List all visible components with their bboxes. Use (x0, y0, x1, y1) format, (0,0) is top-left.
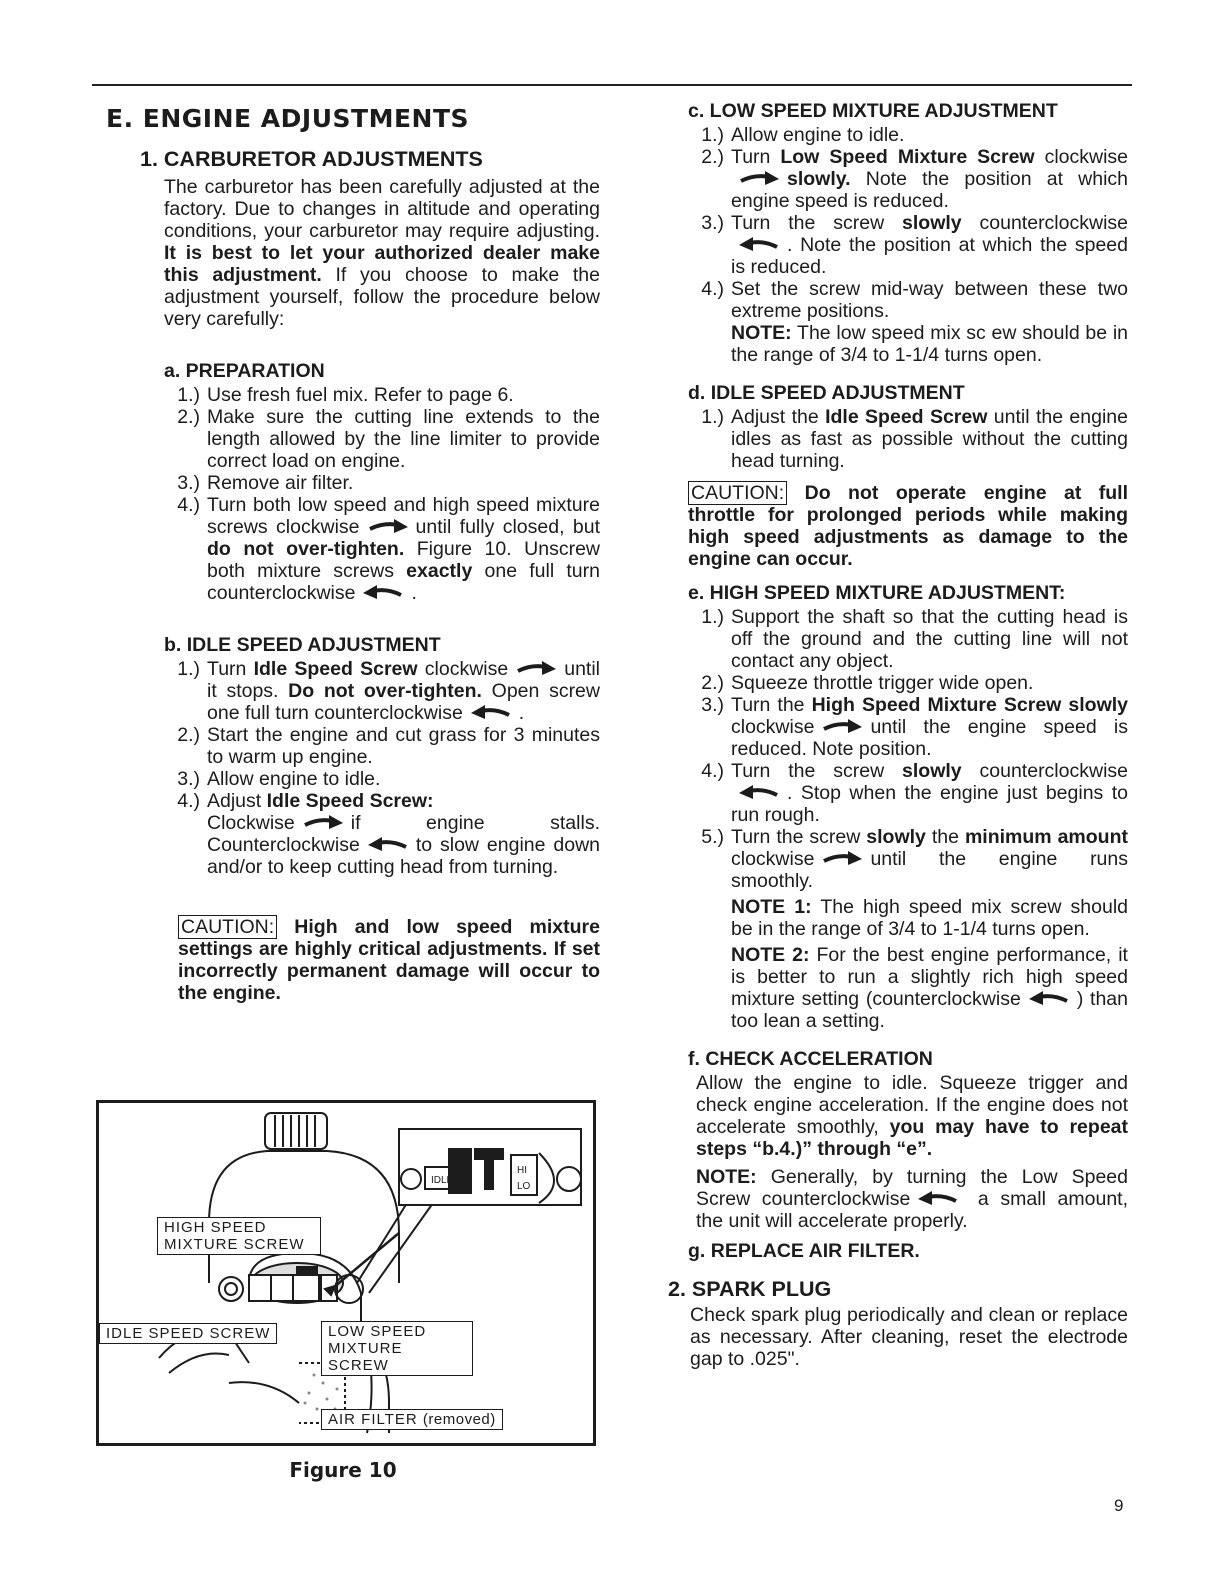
item-number: 2.) (177, 724, 200, 746)
list-item (688, 146, 1128, 212)
caution-label: CAUTION: (178, 915, 277, 939)
air-filter-note: (removed) (422, 1411, 496, 1428)
item-text (207, 658, 600, 724)
item-text: Support the shaft so that the cutting head is off the ground and the cutting line will not contact any object. (731, 606, 1128, 672)
arrow-counterclockwise-icon (469, 704, 513, 720)
acceleration-block (696, 1072, 1128, 1232)
intro-bold: It is best to let your authorized dealer make this adjustment. (164, 242, 600, 286)
text: the (925, 826, 965, 848)
detail-idle-label: IDLE (431, 1175, 454, 1186)
item-number: 5.) (701, 826, 724, 848)
text: . (411, 582, 417, 604)
text: Turn both low speed and high speed mixture screws clockwise (207, 494, 600, 538)
list-item (164, 790, 600, 878)
text: Note the position at which engine speed is reduced. (731, 168, 1128, 212)
item-number: 1.) (701, 124, 724, 146)
note-item (688, 944, 1128, 1032)
list-item (688, 606, 1128, 672)
bold-text: slowly. (787, 168, 851, 190)
preparation-heading: a. PREPARATION (164, 360, 325, 382)
list-item (164, 768, 600, 790)
text: Turn the (731, 694, 812, 716)
note-label: NOTE 2: (731, 944, 810, 966)
item-text (731, 212, 1128, 278)
caution-notice (688, 482, 1128, 570)
item-number: 4.) (701, 760, 724, 782)
text: until fully closed, but (415, 516, 600, 538)
arrow-clockwise-icon (514, 660, 558, 676)
list-item (688, 212, 1128, 278)
caution-label: CAUTION: (688, 481, 787, 505)
item-number: 2.) (177, 406, 200, 428)
text: Adjust the (731, 406, 826, 428)
item-text: Allow engine to idle. (207, 768, 381, 790)
text: ) than too lean a setting. (731, 988, 1128, 1032)
replace-filter-heading: g. REPLACE AIR FILTER. (688, 1240, 920, 1262)
idle-speed-screw-label: IDLE SPEED SCREW (99, 1323, 277, 1344)
bold-text: Do not over-tighten. (288, 680, 482, 702)
item-number: 1.) (177, 384, 200, 406)
text: until the engine runs smoothly. (731, 848, 1128, 892)
caution-text: Do not operate engine at full throttle for prolonged periods while making high speed adjustments as damage to the engine can occur. (688, 482, 1129, 570)
text: until the engine idles as fast as possible without the cutting head turning. (731, 406, 1128, 472)
item-text: Start the engine and cut grass for 3 minutes to warm up engine. (207, 724, 600, 768)
arrow-counterclockwise-icon (366, 836, 410, 852)
text: The high speed mix screw should be in the range of 3/4 to 1-1/4 turns open. (731, 896, 1128, 940)
caution-text: High and low speed mixture settings are highly critical adjustments. If set incorrectly permanent damage will occur to the engine. (178, 916, 600, 1004)
text: Set the screw mid-way between these two extreme positions. (731, 278, 1128, 322)
text: Figure 10. Unscrew both mixture screws (207, 538, 601, 582)
text: Turn (731, 146, 781, 168)
list-item (688, 760, 1128, 826)
item-number: 3.) (701, 694, 724, 716)
item-text (731, 694, 1128, 760)
carburetor-intro (164, 176, 600, 330)
text: clockwise (731, 848, 815, 870)
list-item (688, 694, 1128, 760)
text: counterclockwise (961, 760, 1128, 782)
item-text: Make sure the cutting line extends to the length allowed by the line limiter to provide correct load on engine. (207, 406, 600, 472)
acceleration-heading: f. CHECK ACCELERATION (688, 1048, 933, 1070)
bold-text: do not over-tighten. (207, 538, 405, 560)
bold-text: minimum amount (964, 826, 1129, 848)
bold-text: Idle Speed Screw (825, 406, 988, 428)
item-number: 4.) (177, 790, 200, 812)
list-item (164, 384, 600, 406)
bold-text: slowly (902, 212, 962, 234)
left-column (100, 104, 601, 1004)
section-title: E. ENGINE ADJUSTMENTS (106, 104, 470, 133)
low-speed-heading: c. LOW SPEED MIXTURE ADJUSTMENT (688, 100, 1058, 122)
note-label: NOTE: (696, 1166, 757, 1188)
list-item (164, 494, 600, 604)
item-text (731, 146, 1128, 212)
item-text: Use fresh fuel mix. Refer to page 6. (207, 384, 514, 406)
item-number: 4.) (177, 494, 200, 516)
item-text (207, 790, 600, 878)
text: until the engine speed is reduced. Note position. (731, 716, 1128, 760)
list-item (164, 472, 600, 494)
item-number: 3.) (701, 212, 724, 234)
note-label: NOTE 1: (731, 896, 812, 918)
text: a small amount, the unit will accelerate properly. (696, 1188, 1129, 1232)
bold-text: exactly (406, 560, 473, 582)
text: clockwise (731, 716, 815, 738)
text: . Note the position at which the speed is reduced. (731, 234, 1128, 278)
arrow-clockwise-icon (737, 170, 781, 186)
text: until it stops. (207, 658, 600, 702)
text: Turn the screw (731, 760, 903, 782)
detail-lo-label: LO (517, 1181, 531, 1192)
bold-text: High Speed Mixture Screw slowly (811, 694, 1128, 716)
bold-text: Idle Speed Screw (253, 658, 418, 680)
air-filter-text: AIR FILTER (328, 1411, 418, 1428)
high-speed-screw-label: HIGH SPEED MIXTURE SCREW (157, 1217, 321, 1255)
page-number: 9 (1114, 1496, 1124, 1515)
note-1 (731, 896, 1128, 940)
acceleration-text (696, 1072, 1128, 1160)
note-item (688, 896, 1128, 940)
item-number: 1.) (701, 606, 724, 628)
note-label: NOTE: (731, 322, 792, 344)
item-text: Remove air filter. (207, 472, 354, 494)
text: to slow engine down and/or to keep cutting head from turning. (207, 834, 600, 878)
text: . (518, 702, 525, 724)
low-speed-screw-label: LOW SPEED MIXTURE SCREW (321, 1321, 473, 1376)
item-number: 1.) (177, 658, 200, 680)
arrow-counterclockwise-icon (361, 584, 405, 600)
figure-10 (96, 1100, 596, 1446)
note-2 (731, 944, 1128, 1032)
list-item (164, 724, 600, 768)
item-text (207, 494, 600, 604)
list-item (688, 406, 1128, 472)
text: Clockwise (207, 812, 295, 834)
spark-plug-heading: 2. SPARK PLUG (668, 1277, 832, 1301)
text: clockwise (417, 658, 509, 680)
text: clockwise (1034, 146, 1129, 168)
arrow-counterclockwise-icon (1027, 990, 1071, 1006)
arrow-clockwise-icon (820, 718, 864, 734)
arrow-clockwise-icon (820, 850, 864, 866)
list-item (164, 406, 600, 472)
text: For the best engine performance, it is better to run a slightly rich high speed mixture setting (counterclockwise (731, 944, 1128, 1010)
indent (688, 944, 731, 1032)
list-item (688, 672, 1128, 694)
carburetor-heading: 1. CARBURETOR ADJUSTMENTS (140, 147, 483, 171)
intro-text: The carburetor has been carefully adjusted at the factory. Due to changes in altitude and operating conditions, your carburetor may require adjusting. (164, 176, 600, 242)
text: Turn the screw (731, 826, 867, 848)
text: if engine stalls. Counterclockwise (207, 812, 600, 856)
text: Turn (207, 658, 254, 680)
item-text: Allow engine to idle. (731, 124, 905, 146)
text: Generally, by turning the Low Speed Screw counterclockwise (696, 1166, 1128, 1210)
item-number: 3.) (177, 768, 200, 790)
carburetor-illustration (99, 1103, 593, 1443)
spark-plug-text: Check spark plug periodically and clean or replace as necessary. After cleaning, reset the electrode gap to .025". (690, 1304, 1128, 1370)
caution-notice (178, 916, 600, 1004)
idle-speed-heading: d. IDLE SPEED ADJUSTMENT (688, 382, 965, 404)
high-speed-heading: e. HIGH SPEED MIXTURE ADJUSTMENT: (688, 582, 1066, 604)
text: Allow the engine to idle. Squeeze trigger and check engine acceleration. If the engine does not accelerate smoothly, (696, 1072, 1128, 1138)
bold-text: you may have to repeat steps “b.4.)” through “e”. (696, 1116, 1128, 1160)
text: Open screw one full turn counterclockwise (207, 680, 600, 724)
arrow-clockwise-icon (366, 518, 410, 534)
list-item (688, 278, 1128, 366)
arrow-counterclockwise-icon (737, 784, 781, 800)
list-item (688, 124, 1128, 146)
idle-adjust-heading: b. IDLE SPEED ADJUSTMENT (164, 634, 441, 656)
item-text (731, 406, 1128, 472)
carburetor-block (164, 176, 600, 1004)
text: one full turn counterclockwise (207, 560, 600, 604)
list-item (164, 658, 600, 724)
item-number: 2.) (701, 672, 724, 694)
text: counterclockwise (961, 212, 1128, 234)
detail-hi-label: HI (517, 1165, 527, 1176)
arrow-counterclockwise-icon (737, 236, 781, 252)
text: . Stop when the engine just begins to run rough. (731, 782, 1128, 826)
arrow-counterclockwise-icon (916, 1190, 960, 1206)
right-column (668, 100, 1128, 1370)
text: Turn the screw (731, 212, 903, 234)
text: Adjust (207, 790, 267, 812)
item-text (731, 760, 1128, 826)
item-text (731, 826, 1128, 892)
bold-text: Idle Speed Screw: (266, 790, 434, 812)
bold-text: slowly (866, 826, 926, 848)
arrow-clockwise-icon (301, 814, 345, 830)
air-filter-label (321, 1409, 503, 1430)
item-number: 3.) (177, 472, 200, 494)
item-text: Squeeze throttle trigger wide open. (731, 672, 1034, 694)
item-number: 2.) (701, 146, 724, 168)
text: The low speed mix sc ew should be in the range of 3/4 to 1-1/4 turns open. (731, 322, 1128, 366)
bold-text: Low Speed Mixture Screw (780, 146, 1035, 168)
figure-caption: Figure 10 (289, 1458, 397, 1482)
acceleration-note (696, 1166, 1128, 1232)
right-subsections (688, 100, 1128, 1262)
bold-text: slowly (902, 760, 962, 782)
top-rule (92, 84, 1132, 86)
indent (688, 896, 731, 940)
intro-end: If you choose to make the adjustment yourself, follow the procedure below very carefully: (164, 264, 600, 330)
list-item (688, 826, 1128, 892)
item-number: 4.) (701, 278, 724, 300)
item-number: 1.) (701, 406, 724, 428)
item-text (731, 278, 1128, 366)
